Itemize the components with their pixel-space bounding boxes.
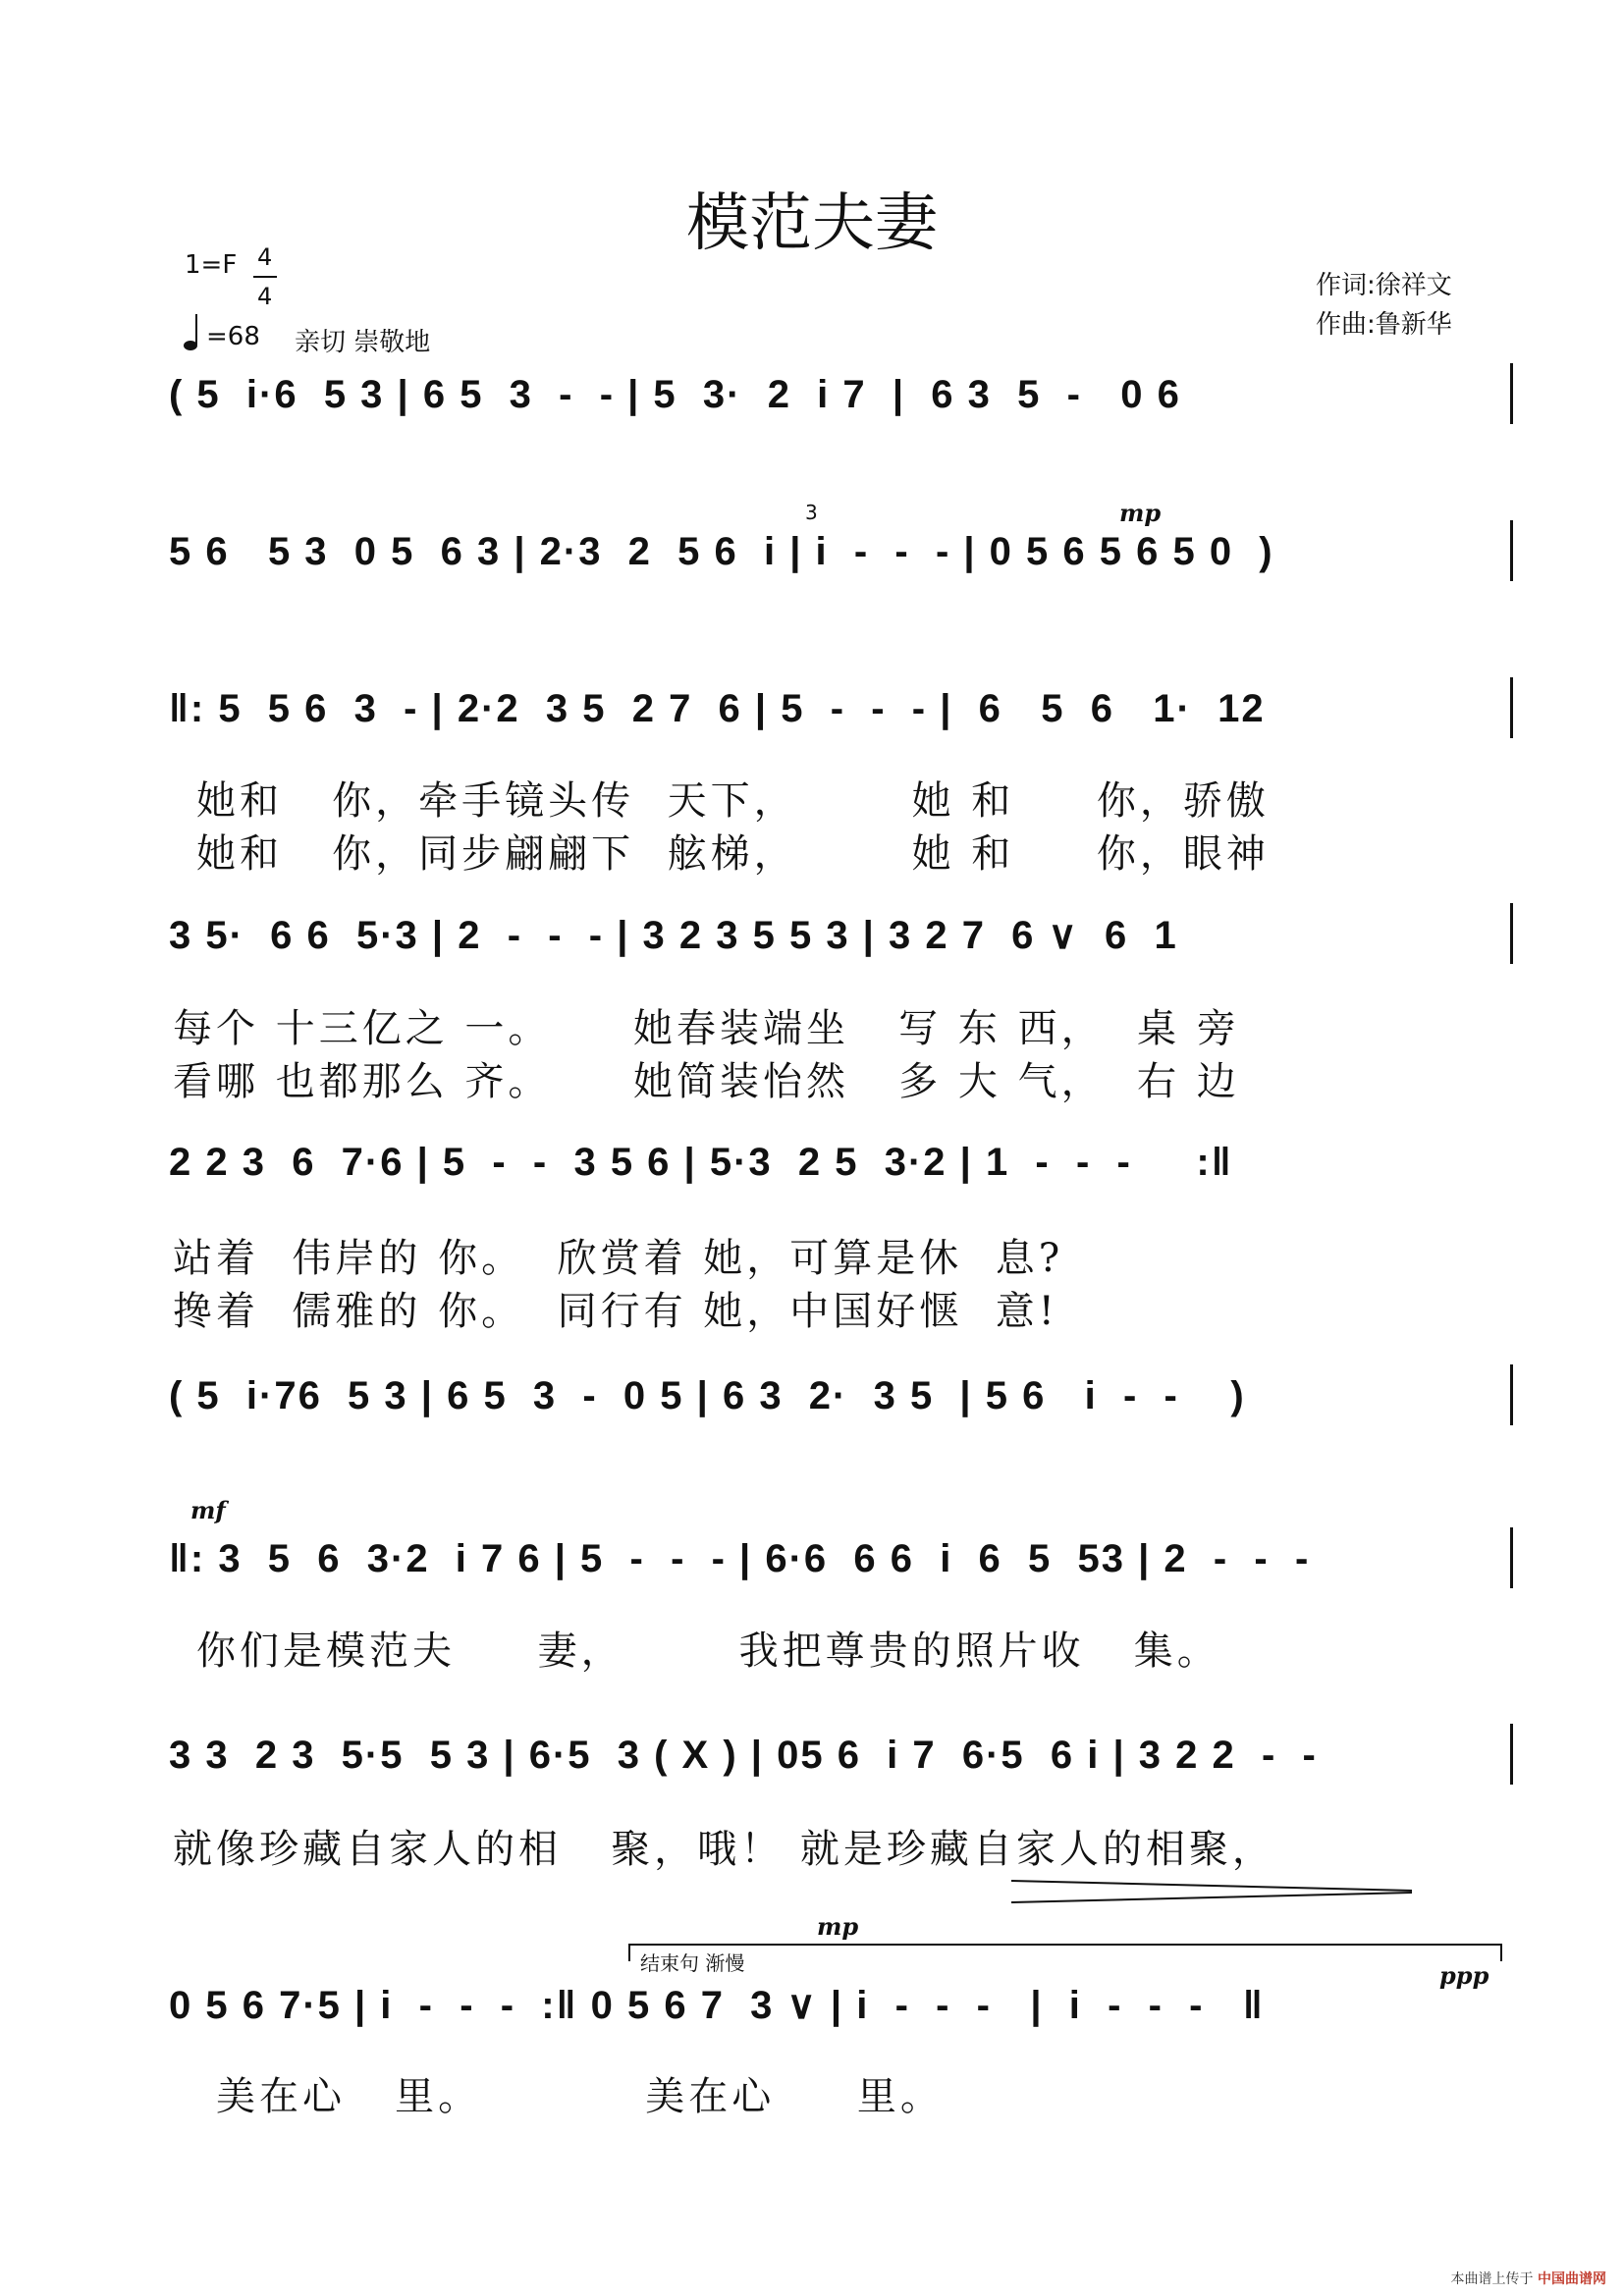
ending-bracket [628, 1944, 1502, 1946]
dynamic-mark: mp [817, 1912, 859, 1941]
notes-line-4: 3 5· 6 6 5·3 | 2 - - - | 3 2 3 5 5 3 | 3 2 7 6 ∨ 6 1 [169, 914, 1178, 957]
composer-credit: 作曲:鲁新华 [1316, 310, 1452, 340]
notes-line-9: 0 5 6 7·5 | i - - - :‖ 0 5 6 7 3 ∨ | i - - - | i - - - ‖ [169, 1984, 1265, 2027]
notes-line-1: ( 5 i·6 5 3 | 6 5 3 - - | 5 3· 2 i 7 | 6 3 5 - 0 6 [169, 373, 1181, 416]
ending-bracket-right [1500, 1944, 1502, 1961]
notes-line-3: ‖: 5 5 6 3 - | 2·2 3 5 2 7 6 | 5 - - - | 6 5 6 1· 12 [169, 687, 1266, 730]
quarter-note-icon [183, 312, 204, 355]
lyric-line-7: 你们是模范夫 妻， 我把尊贵的照片收 集。 [196, 1629, 1220, 1674]
notes-line-7: ‖: 3 5 6 3·2 i 7 6 | 5 - - - | 6·6 6 6 i 6 5 53 | 2 - - - [169, 1537, 1311, 1580]
decrescendo-icon [1011, 1877, 1414, 1910]
footer-brand[interactable]: 中国曲谱网 [1538, 2271, 1606, 2287]
lyric-line-9: 美在心 里。 美在心 里。 [216, 2074, 944, 2119]
lyric-line-5a: 站着 伟岸的 你。 欣赏着 她，可算是休 息? [173, 1236, 1064, 1281]
barline [1510, 903, 1513, 964]
lyric-line-3b: 她和 你，同步翩翩下 舷梯， 她 和 你，眼神 [196, 831, 1270, 877]
notes-line-6: ( 5 i·76 5 3 | 6 5 3 - 0 5 | 6 3 2· 3 5 | 5 6 i - - ) [169, 1374, 1246, 1417]
notes-line-2: 5 6 5 3 0 5 6 3 | 2·3 2 5 6 i | i - - - | 0 5 6 5 6 5 0 ) [169, 530, 1274, 573]
tempo-mark: =68 [206, 322, 260, 351]
lyricist-credit: 作词:徐祥文 [1316, 271, 1452, 300]
barline [1510, 1364, 1513, 1425]
triplet-mark: 3 [805, 501, 818, 524]
lyric-line-4b: 看哪 也都那么 齐。 她简装怡然 多 大 气， 右 边 [173, 1059, 1240, 1104]
dynamic-mark: mp [1119, 499, 1162, 527]
lyric-line-5b: 搀着 儒雅的 你。 同行有 她，中国好惬 意! [173, 1289, 1058, 1334]
lyric-line-4a: 每个 十三亿之 一。 她春装端坐 写 东 西， 桌 旁 [173, 1006, 1240, 1051]
dynamic-mark: mf [190, 1496, 226, 1524]
score-title: 模范夫妻 [686, 187, 938, 260]
dynamic-mark-end: ppp [1439, 1961, 1489, 1990]
ending-bracket-left [628, 1944, 630, 1961]
time-sig-line [253, 276, 277, 278]
footer-credit [1451, 2269, 1606, 2288]
lyric-line-3a: 她和 你，牵手镜头传 天下， 她 和 你，骄傲 [196, 778, 1270, 824]
barline [1510, 1527, 1513, 1588]
time-sig-top: 4 [257, 243, 273, 271]
lyric-line-8: 就像珍藏自家人的相 聚，哦！ 就是珍藏自家人的相聚， [173, 1827, 1275, 1872]
time-sig-bottom: 4 [257, 283, 273, 310]
notes-line-5: 2 2 3 6 7·6 | 5 - - 3 5 6 | 5·3 2 5 3·2 | 1 - - - :‖ [169, 1141, 1233, 1184]
barline [1510, 1724, 1513, 1785]
footer-text: 本曲谱上传于 [1450, 2271, 1534, 2287]
notes-line-8: 3 3 2 3 5·5 5 3 | 6·5 3 ( X ) | 05 6 i 7 6·5 6 i | 3 2 2 - - [169, 1734, 1318, 1777]
key-signature: 1=F [185, 250, 238, 280]
expression-mark: 亲切 崇敬地 [295, 328, 431, 357]
ending-label: 结束句 渐慢 [640, 1951, 745, 1975]
barline [1510, 520, 1513, 581]
barline [1510, 677, 1513, 738]
barline [1510, 363, 1513, 424]
